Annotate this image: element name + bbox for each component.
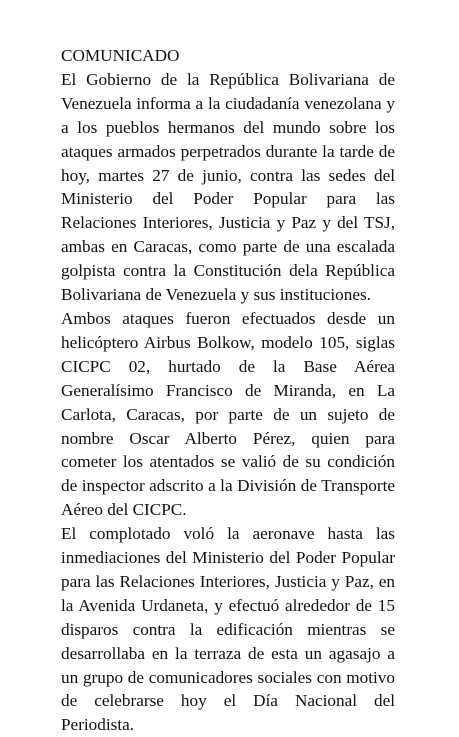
document-heading: COMUNICADO xyxy=(61,46,180,65)
communique-page xyxy=(61,44,395,737)
paragraph-ministry-attack: El complotado voló la aeronave hasta las inmediaciones del Ministerio del Poder Popular para las Relaciones Interiores, Justicia y Paz, en la Avenida Urdaneta, y efectuó alrededor de 15 disparos contra la edificación mientras se desarrollaba en la terraza de esta un agasajo a un grupo de comunicadores sociales con motivo de celebrarse hoy el Día Nacional del Periodista. xyxy=(61,524,395,735)
paragraph-attacks-summary: El Gobierno de la República Bolivariana de Venezuela informa a la ciudadanía venezolana y a los pueblos hermanos del mundo sobre los ataques armados perpetrados durante la tarde de hoy, martes 27 de junio, contra las sedes del Ministerio del Poder Popular para las Relaciones Interiores, Justicia y Paz y del TSJ, ambas en Caracas, como parte de una escalada golpista contra la Constitución dela República Bolivariana de Venezuela y sus instituciones. xyxy=(61,69,395,305)
paragraph-helicopter-details: Ambos ataques fueron efectuados desde un helicóptero Airbus Bolkow, modelo 105, siglas CICPC 02, hurtado de la Base Aérea Generalísimo Francisco de Miranda, en La Carlota, Caracas, por parte de un sujeto de nombre Oscar Alberto Pérez, quien para cometer los atentados se valió de su condición de inspector adscrito a la División de Transporte Aéreo del CICPC. xyxy=(61,308,395,520)
